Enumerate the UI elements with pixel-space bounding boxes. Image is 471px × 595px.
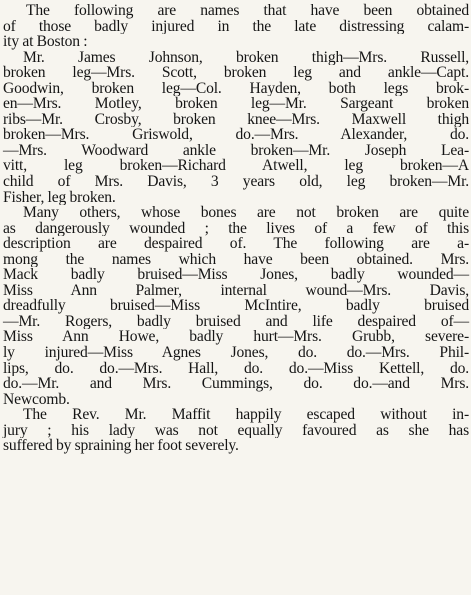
text-line: ribs—Mr. Crosby, broken knee—Mrs. Maxwell thigh <box>3 111 469 128</box>
text-line: Goodwin, broken leg—Col. Hayden, both legs brok- <box>3 80 469 97</box>
text-line: vitt, leg broken—Richard Atwell, leg broken—A <box>3 158 469 175</box>
maffit-paragraph <box>0 407 471 454</box>
text-line: Miss Ann Howe, badly hurt—Mrs. Grubb, severe- <box>3 329 469 346</box>
broken-limbs-paragraph <box>0 50 471 205</box>
text-line: description are despaired of. The following are a- <box>3 236 469 252</box>
text-line: ity at Boston : <box>3 34 88 50</box>
text-line: Fisher, leg broken. <box>3 189 116 206</box>
text-line: broken leg—Mrs. Scott, broken leg and ankle—Capt. <box>3 65 469 81</box>
text-line: child of Mrs. Davis, 3 years old, leg broken—Mr. <box>3 174 469 190</box>
text-line: suffered by spraining her foot severely. <box>3 438 239 454</box>
text-line: Mack badly bruised—Miss Jones, badly wounded— <box>3 267 469 283</box>
text-line: Many others, whose bones are not broken are quite <box>23 205 469 221</box>
text-line: of those badly injured in the late distressing calam- <box>3 18 469 35</box>
wounded-paragraph <box>0 205 471 407</box>
text-line: do.—Mr. and Mrs. Cummings, do. do.—and Mrs. <box>3 376 469 392</box>
text-line: as dangerously wounded ; the lives of a few of this <box>3 220 469 237</box>
text-line: en—Mrs. Motley, broken leg—Mr. Sargeant broken <box>3 96 469 112</box>
text-line: jury ; his lady was not equally favoured as she has <box>3 422 469 439</box>
text-line: mong the names which have been obtained. Mrs. <box>3 251 469 268</box>
text-line: dreadfully bruised—Miss McIntire, badly bruised <box>3 298 469 314</box>
text-line: broken—Mrs. Griswold, do.—Mrs. Alexander, do. <box>3 127 469 143</box>
text-line: —Mrs. Woodward ankle broken—Mr. Joseph Lea- <box>3 142 469 159</box>
text-line: —Mr. Rogers, badly bruised and life despaired of— <box>3 313 469 330</box>
text-line: The following are names that have been obtained <box>26 3 469 19</box>
intro-paragraph <box>0 3 471 50</box>
text-line: Miss Ann Palmer, internal wound—Mrs. Davis, <box>3 282 469 299</box>
text-line: lips, do. do.—Mrs. Hall, do. do.—Miss Kettell, do. <box>3 360 469 377</box>
text-line: ly injured—Miss Agnes Jones, do. do.—Mrs. Phil- <box>3 345 469 361</box>
text-line: Newcomb. <box>3 391 70 408</box>
text-line: Mr. James Johnson, broken thigh—Mrs. Russell, <box>23 49 469 66</box>
text-line: The Rev. Mr. Maffit happily escaped without in- <box>23 407 469 423</box>
